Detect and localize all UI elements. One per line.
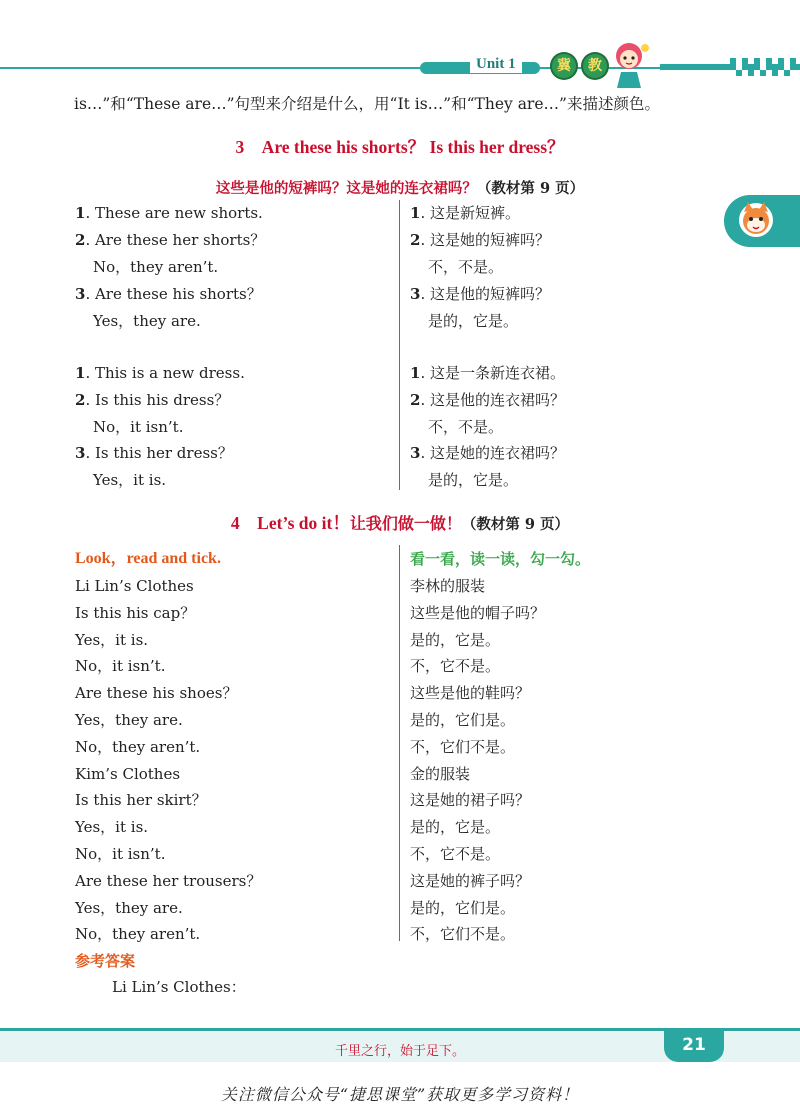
line-en: Are these his shoes？ <box>75 684 238 703</box>
line-en: Yes，it is. <box>93 471 167 489</box>
answer-text: Li Lin’s Clothes： <box>112 978 246 996</box>
line-cn: 这是她的裙子吗？ <box>410 791 531 810</box>
line-cn: 这是她的裤子吗？ <box>410 871 531 890</box>
line-cn: 2. 这是她的短裤吗？ <box>410 231 550 249</box>
line-cn: 1. 这是新短裤。 <box>410 204 520 222</box>
line-en: No，they aren’t. <box>75 925 201 944</box>
line-en: No，they aren’t. <box>75 737 201 756</box>
page-number: 21 <box>682 1035 706 1055</box>
instruction-en: Look，read and tick. <box>75 550 221 567</box>
line-en: 3. Is this her dress？ <box>75 444 233 462</box>
line-en: Yes，it is. <box>75 818 149 837</box>
line-cn: 是的，它们是。 <box>410 898 516 917</box>
section-3-subtitle-cn: 这些是他的短裤吗？这是她的连衣裙吗？ <box>215 180 477 197</box>
section-4-title-cn: 让我们做一做！ <box>349 514 462 533</box>
line-cn: 不，它不是。 <box>410 657 501 676</box>
publisher-badge-ji: 冀 <box>552 54 576 78</box>
column-divider <box>399 545 400 941</box>
line-cn: 是的，它是。 <box>410 630 501 649</box>
line-en: Li Lin’s Clothes <box>75 577 194 595</box>
line-en: Yes，they are. <box>75 711 183 729</box>
instruction-cn: 看一看，读一读，勾一勾。 <box>410 550 591 568</box>
line-en: 1. This is a new dress. <box>75 364 245 382</box>
line-cn: 是的，它是。 <box>428 471 519 489</box>
line-cn: 是的，它是。 <box>410 818 501 837</box>
line-en: 2. Is this his dress？ <box>75 391 230 409</box>
line-en: Are these her trousers？ <box>75 871 262 890</box>
line-en: No，it isn’t. <box>75 657 166 676</box>
section-3-ref: （教材第 9 页） <box>476 180 585 197</box>
bottom-note: 关注微信公众号“捷思课堂”获取更多学习资料！ <box>220 1085 580 1104</box>
line-cn: 不，它们不是。 <box>410 737 516 756</box>
publisher-badge-jiao: 教 <box>583 54 607 78</box>
section-3-subtitle <box>0 177 800 198</box>
line-cn: 不，不是。 <box>428 258 504 276</box>
footer-motto: 千里之行，始于足下。 <box>334 1044 465 1059</box>
line-cn: 2. 这是他的连衣裙吗？ <box>410 391 565 409</box>
line-cn: 这些是他的鞋吗？ <box>410 684 531 703</box>
line-en: Kim’s Clothes <box>75 764 181 783</box>
cartoon-girl-icon <box>605 38 657 90</box>
line-cn: 1. 这是一条新连衣裙。 <box>410 364 565 382</box>
line-cn: 3. 这是他的短裤吗？ <box>410 285 550 303</box>
line-en: No，they aren’t. <box>93 258 219 276</box>
section-4-ref: （教材第 9 页） <box>461 516 570 533</box>
column-divider <box>399 200 400 490</box>
line-cn: 金的服装 <box>410 764 471 783</box>
line-en: No，it isn’t. <box>93 418 184 436</box>
section-4-title <box>0 510 800 535</box>
line-cn: 不，它不是。 <box>410 845 501 863</box>
unit-label: Unit 1 <box>470 56 522 73</box>
line-en: Is this his cap？ <box>75 603 196 622</box>
line-en: Is this her skirt？ <box>75 791 207 810</box>
line-en: 3. Are these his shorts？ <box>75 285 262 303</box>
line-cn: 这些是他的帽子吗？ <box>410 603 546 622</box>
line-en: Yes，it is. <box>75 630 149 649</box>
line-cn: 不，不是。 <box>428 418 504 436</box>
cartoon-face-icon <box>736 200 776 240</box>
line-en: Yes，they are. <box>93 312 201 330</box>
line-cn: 是的，它是。 <box>428 312 519 330</box>
line-cn: 是的，它们是。 <box>410 711 516 729</box>
line-en: 2. Are these her shorts？ <box>75 231 266 249</box>
section-3-title: 3 Are these his shorts？ Is this her dress？ <box>235 137 565 157</box>
line-cn: 李林的服装 <box>410 577 486 595</box>
section-4-title-en: 4 Let’s do it！ <box>230 513 350 533</box>
line-en: 1. These are new shorts. <box>75 204 263 222</box>
line-en: Yes，they are. <box>75 898 183 917</box>
answer-label: 参考答案 <box>75 952 136 970</box>
intro-text: is…”和“These are…”句型来介绍是什么，用“It is…”和“They are…”来描述颜色。 <box>74 95 660 113</box>
header-checker-pattern <box>660 58 800 76</box>
line-en: No，it isn’t. <box>75 845 166 863</box>
line-cn: 3. 这是她的连衣裙吗？ <box>410 444 565 462</box>
line-cn: 不，它们不是。 <box>410 925 516 944</box>
